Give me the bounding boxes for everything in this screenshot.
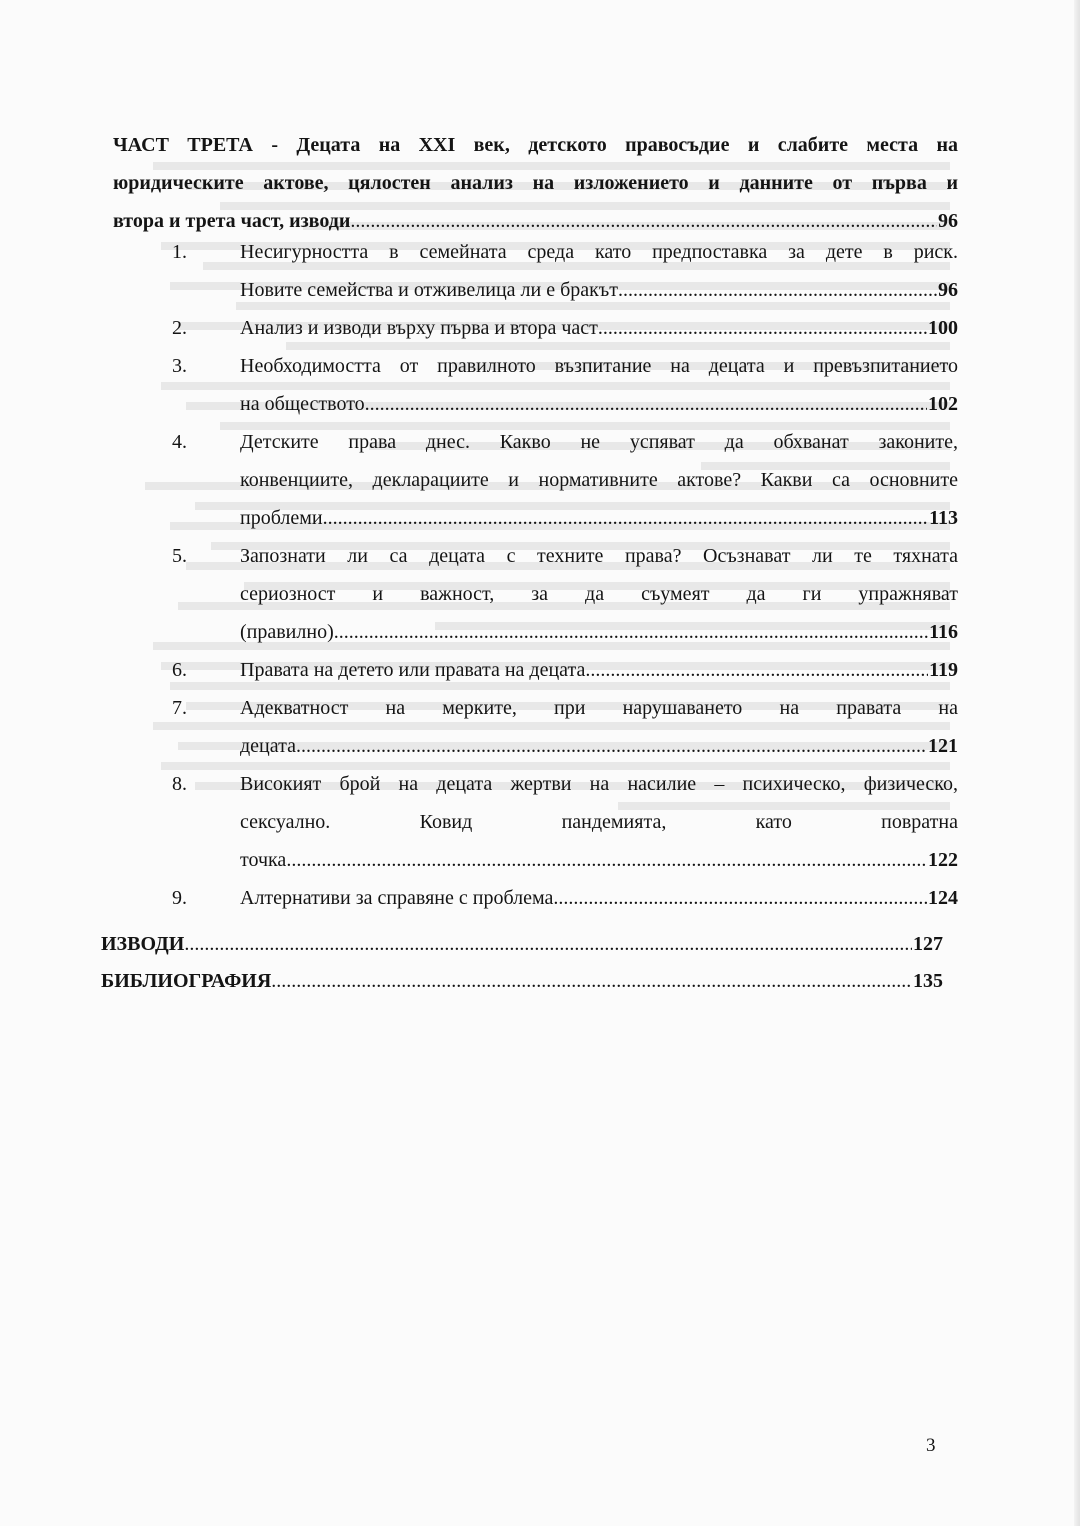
page-edge-shadow [1074,0,1080,1526]
dot-leader [618,271,937,309]
item-number: 9. [172,887,187,909]
page-ref: 96 [938,279,958,301]
item-line: Несигурността в семейната среда като предпоставка за дете в риск. [240,241,958,263]
bibliography-leader-line [101,962,943,1000]
item-title: проблеми [240,507,323,529]
item-leader-line [240,879,958,917]
dot-leader [334,613,928,651]
dot-leader [365,385,927,423]
dot-leader [296,727,927,765]
conclusions-title: ИЗВОДИ [101,933,185,955]
item-line: Детските права днес. Какво не успяват да обхванат законите, [240,431,958,453]
item-line: Необходимостта от правилното възпитание на децата и превъзпитанието [240,355,958,377]
item-number: 7. [172,697,187,719]
bibliography-title: БИБЛИОГРАФИЯ [101,970,272,992]
page-ref: 124 [928,887,958,909]
item-leader-line [240,651,958,689]
dot-leader [271,962,912,1000]
item-leader-line [240,499,958,537]
page-ref: 119 [929,659,958,681]
item-title: Алтернативи за справяне с проблема [240,887,554,909]
bibliography-entry [101,962,943,1000]
item-number: 2. [172,317,187,339]
item-title: Правата на детето или правата на децата [240,659,586,681]
item-leader-line [240,613,958,651]
page-ref: 122 [928,849,958,871]
item-title: (правилно) [240,621,334,643]
page-ref: 102 [928,393,958,415]
page-ref: 113 [929,507,958,529]
item-number: 1. [172,241,187,263]
page-ref: 96 [938,210,958,232]
item-leader-line [240,727,958,765]
item-number: 6. [172,659,187,681]
page-ref: 100 [928,317,958,339]
item-line: Адекватност на мерките, при нарушаването на правата на [240,697,958,719]
dot-leader [585,651,928,689]
page-ref: 116 [929,621,958,643]
item-leader-line [240,271,958,309]
item-title: на обществото [240,393,365,415]
item-title: Анализ и изводи върху първа и втора част [240,317,598,339]
item-leader-line [240,309,958,347]
item-number: 5. [172,545,187,567]
heading-line: юридическите актове, цялостен анализ на изложението и данните от първа и [113,172,958,194]
item-title: точка [240,849,287,871]
item-leader-line [240,841,958,879]
heading-line: втора и трета част, изводи [113,210,351,232]
page-number: 3 [926,1435,936,1456]
item-number: 3. [172,355,187,377]
item-number: 4. [172,431,187,453]
item-leader-line [240,385,958,423]
dot-leader [286,841,927,879]
conclusions-leader-line [101,925,943,963]
item-line: сексуално. Ковид пандемията, като повратна [240,811,958,833]
item-line: конвенциите, декларациите и нормативните актове? Какви са основните [240,469,958,491]
page-ref: 121 [928,735,958,757]
dot-leader [184,925,912,963]
item-number: 8. [172,773,187,795]
dot-leader [323,499,928,537]
item-line: сериозност и важност, за да съумеят да ги упражняват [240,583,958,605]
page-ref: 135 [913,970,943,992]
item-line: Високият брой на децата жертви на насилие – психическо, физическо, [240,773,958,795]
dot-leader [553,879,927,917]
conclusions-entry [101,925,943,963]
part-three-heading [113,127,958,241]
dot-leader [598,309,927,347]
item-line: Запознати ли са децата с техните права? Осъзнават ли те тяхната [240,545,958,567]
heading-line: ЧАСТ ТРЕТА - Децата на XXI век, детското правосъдие и слабите места на [113,134,958,156]
item-title: децата [240,735,296,757]
item-title: Новите семейства и отживелица ли е бракът [240,279,618,301]
page-ref: 127 [913,933,943,955]
